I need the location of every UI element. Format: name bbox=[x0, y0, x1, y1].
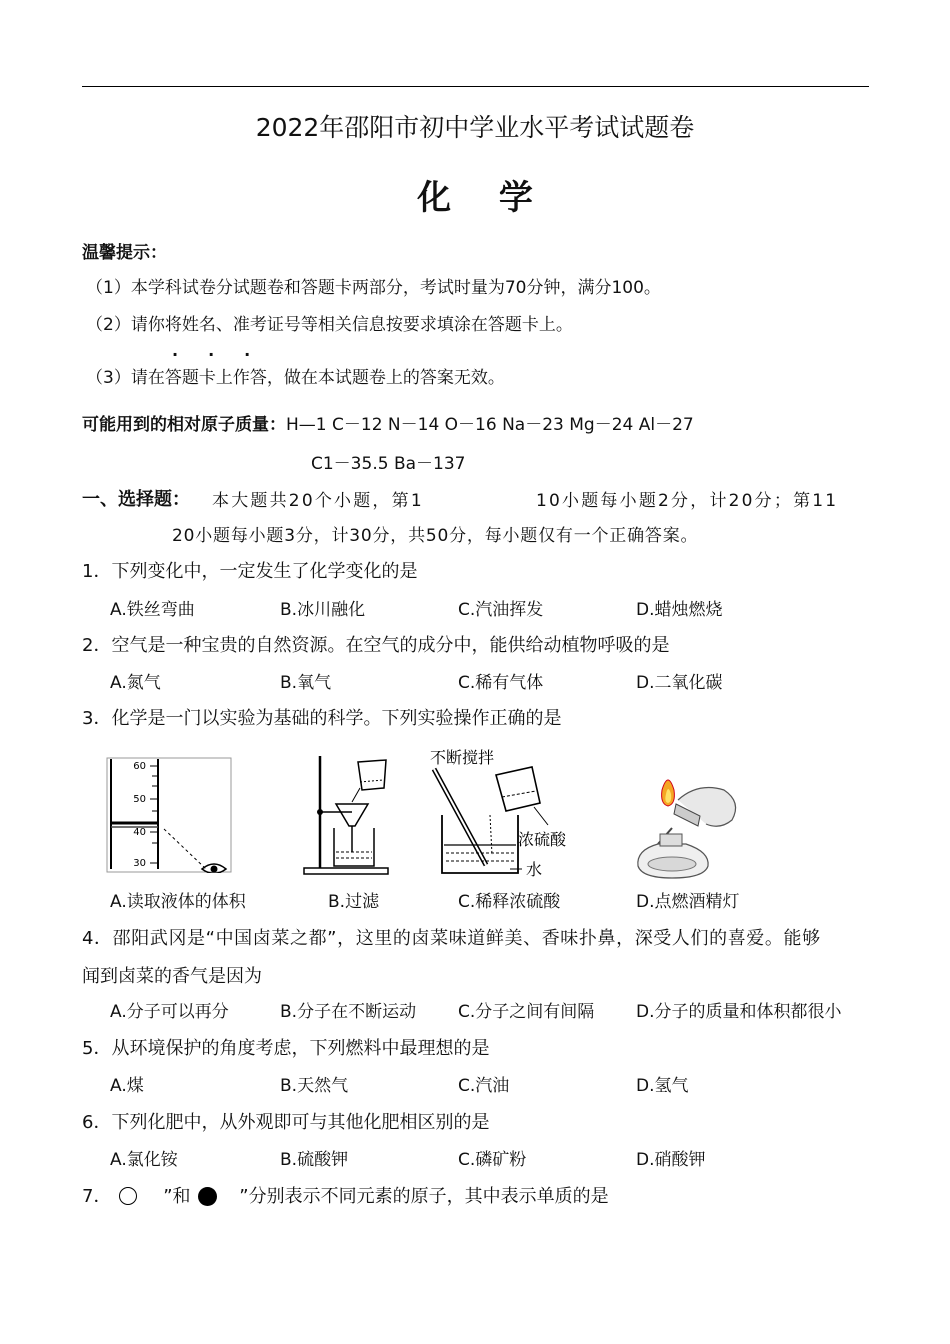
open-circle-atom-icon bbox=[119, 1187, 137, 1205]
question-3-option-c: C.稀释浓硫酸 bbox=[458, 892, 561, 912]
top-rule bbox=[82, 86, 869, 87]
question-1-option-a: A.铁丝弯曲 bbox=[110, 600, 195, 620]
question-5-option-a: A.煤 bbox=[110, 1076, 144, 1096]
tip-item-3: （3）请在答题卡上作答，做在本试题卷上的答案无效。 bbox=[86, 368, 505, 388]
question-2-option-b: B.氧气 bbox=[280, 673, 332, 693]
tip-item-2: （2）请你将姓名、准考证号等相关信息按要求填涂在答题卡上。 bbox=[86, 315, 573, 335]
section1-desc-part2: 10小题每小题2分，计20分；第11 bbox=[536, 491, 839, 511]
section1-heading: 一、选择题： bbox=[82, 489, 190, 510]
question-5-option-d: D.氢气 bbox=[636, 1076, 689, 1096]
question-2-option-d: D.二氧化碳 bbox=[636, 673, 723, 693]
tick-30: 30 bbox=[133, 858, 146, 869]
atomic-mass-line1 bbox=[82, 410, 694, 435]
question-3-option-d: D.点燃酒精灯 bbox=[636, 892, 740, 912]
question-4-stem: 4．邵阳武冈是“中国卤菜之都”，这里的卤菜味道鲜美、香味扑鼻，深受人们的喜爱。能够 bbox=[82, 928, 821, 949]
figure-light-alcohol-lamp bbox=[628, 770, 748, 882]
question-4-option-a: A.分子可以再分 bbox=[110, 1002, 229, 1022]
question-7-number: 7． bbox=[82, 1186, 112, 1207]
acid-label: 浓硫酸 bbox=[518, 830, 567, 849]
exam-title: 2022年邵阳市初中学业水平考试试题卷 bbox=[255, 113, 695, 142]
question-7-mid: ”和 bbox=[163, 1186, 191, 1207]
question-1-option-b: B.冰川融化 bbox=[280, 600, 366, 620]
tick-60: 60 bbox=[133, 761, 146, 772]
question-6-option-c: C.磷矿粉 bbox=[458, 1150, 527, 1170]
question-1-stem: 1．下列变化中，一定发生了化学变化的是 bbox=[82, 561, 418, 582]
question-4-option-b: B.分子在不断运动 bbox=[280, 1002, 417, 1022]
figure-filtration bbox=[300, 752, 400, 876]
question-5-option-b: B.天然气 bbox=[280, 1076, 349, 1096]
question-3-option-b: B.过滤 bbox=[328, 892, 380, 912]
question-2-option-c: C.稀有气体 bbox=[458, 673, 544, 693]
question-6-option-a: A.氯化铵 bbox=[110, 1150, 178, 1170]
figure-dilute-sulfuric-acid bbox=[430, 745, 590, 880]
section1-desc-line2: 20小题每小题3分，计30分，共50分，每小题仅有一个正确答案。 bbox=[172, 526, 699, 546]
question-6-stem: 6．下列化肥中，从外观即可与其他化肥相区别的是 bbox=[82, 1112, 490, 1133]
tick-50: 50 bbox=[133, 794, 146, 805]
question-4-option-d: D.分子的质量和体积都很小 bbox=[636, 1002, 842, 1022]
tick-40: 40 bbox=[133, 827, 146, 838]
subject-title: 化 学 bbox=[417, 178, 551, 218]
filled-circle-atom-icon bbox=[198, 1187, 217, 1206]
atomic-mass-label: 可能用到的相对原子质量： bbox=[82, 415, 286, 435]
question-5-option-c: C.汽油 bbox=[458, 1076, 510, 1096]
emphasis-dots: ··· bbox=[172, 345, 281, 364]
question-3-stem: 3．化学是一门以实验为基础的科学。下列实验操作正确的是 bbox=[82, 708, 562, 729]
tip-item-1: （1）本学科试卷分试题卷和答题卡两部分，考试时量为70分钟，满分100。 bbox=[86, 278, 661, 298]
stir-label: 不断搅拌 bbox=[430, 748, 495, 767]
question-4-stem-line2: 闻到卤菜的香气是因为 bbox=[82, 966, 262, 987]
tips-heading: 温馨提示： bbox=[82, 243, 167, 263]
question-1-option-d: D.蜡烛燃烧 bbox=[636, 600, 723, 620]
question-1-option-c: C.汽油挥发 bbox=[458, 600, 544, 620]
question-5-stem: 5．从环境保护的角度考虑，下列燃料中最理想的是 bbox=[82, 1038, 490, 1059]
question-3-option-a: A.读取液体的体积 bbox=[110, 892, 246, 912]
question-6-option-b: B.硫酸钾 bbox=[280, 1150, 349, 1170]
water-label: 水 bbox=[526, 860, 543, 879]
atomic-mass-line2: C1－35.5 Ba－137 bbox=[311, 454, 466, 474]
figure-read-liquid-volume bbox=[106, 757, 232, 873]
question-7-stem bbox=[82, 1182, 609, 1208]
atomic-mass-values: H—1 C－12 N－14 O－16 Na－23 Mg－24 Al－27 bbox=[286, 415, 694, 435]
question-2-stem: 2．空气是一种宝贵的自然资源。在空气的成分中，能供给动植物呼吸的是 bbox=[82, 635, 670, 656]
eye-icon bbox=[202, 864, 226, 873]
section1-desc-part1: 本大题共20个小题，第1 bbox=[212, 491, 424, 511]
question-6-option-d: D.硝酸钾 bbox=[636, 1150, 706, 1170]
question-7-end: ”分别表示不同元素的原子，其中表示单质的是 bbox=[239, 1186, 609, 1207]
question-4-option-c: C.分子之间有间隔 bbox=[458, 1002, 595, 1022]
question-2-option-a: A.氮气 bbox=[110, 673, 161, 693]
